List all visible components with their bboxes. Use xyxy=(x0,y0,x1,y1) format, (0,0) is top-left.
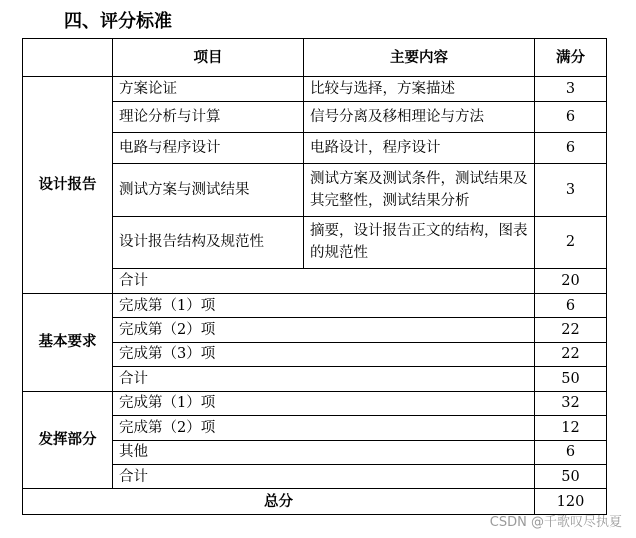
score-cell: 3 xyxy=(535,163,607,216)
header-category xyxy=(23,39,113,77)
header-row xyxy=(23,39,607,77)
subtotal-score: 50 xyxy=(535,367,607,391)
score-cell: 22 xyxy=(535,342,607,366)
grading-table xyxy=(22,38,607,515)
header-content: 主要内容 xyxy=(304,39,535,77)
score-cell: 22 xyxy=(535,318,607,342)
category-extended-part: 发挥部分 xyxy=(23,391,113,489)
subtotal-score: 50 xyxy=(535,464,607,488)
item-cell: 完成第（1）项 xyxy=(113,293,535,317)
subtotal-score: 20 xyxy=(535,269,607,293)
watermark: CSDN @千歌叹尽执夏 xyxy=(489,515,622,530)
score-cell: 6 xyxy=(535,440,607,464)
subtotal-label: 合计 xyxy=(113,269,535,293)
item-cell: 测试方案与测试结果 xyxy=(113,163,304,216)
content-cell: 电路设计，程序设计 xyxy=(304,133,535,164)
item-cell: 完成第（2）项 xyxy=(113,416,535,440)
score-cell: 2 xyxy=(535,216,607,269)
content-cell: 测试方案及测试条件，测试结果及其完整性，测试结果分析 xyxy=(304,163,535,216)
item-cell: 完成第（3）项 xyxy=(113,342,535,366)
subtotal-label: 合计 xyxy=(113,367,535,391)
item-cell: 其他 xyxy=(113,440,535,464)
total-label: 总分 xyxy=(23,489,535,515)
item-cell: 设计报告结构及规范性 xyxy=(113,216,304,269)
score-cell: 12 xyxy=(535,416,607,440)
header-item: 项目 xyxy=(113,39,304,77)
subtotal-label: 合计 xyxy=(113,464,535,488)
item-cell: 电路与程序设计 xyxy=(113,133,304,164)
category-design-report: 设计报告 xyxy=(23,77,113,294)
score-cell: 32 xyxy=(535,391,607,415)
content-cell: 摘要，设计报告正文的结构，图表的规范性 xyxy=(304,216,535,269)
table-row xyxy=(23,391,607,415)
score-cell: 3 xyxy=(535,77,607,102)
score-cell: 6 xyxy=(535,133,607,164)
item-cell: 完成第（1）项 xyxy=(113,391,535,415)
score-cell: 6 xyxy=(535,293,607,317)
item-cell: 理论分析与计算 xyxy=(113,102,304,133)
section-title: 四、评分标准 xyxy=(64,11,172,32)
category-basic-requirements: 基本要求 xyxy=(23,293,113,391)
content-cell: 比较与选择，方案描述 xyxy=(304,77,535,102)
content-cell: 信号分离及移相理论与方法 xyxy=(304,102,535,133)
total-score: 120 xyxy=(535,489,607,515)
item-cell: 方案论证 xyxy=(113,77,304,102)
header-score: 满分 xyxy=(535,39,607,77)
table-row xyxy=(23,293,607,317)
item-cell: 完成第（2）项 xyxy=(113,318,535,342)
table-row xyxy=(23,77,607,102)
score-cell: 6 xyxy=(535,102,607,133)
